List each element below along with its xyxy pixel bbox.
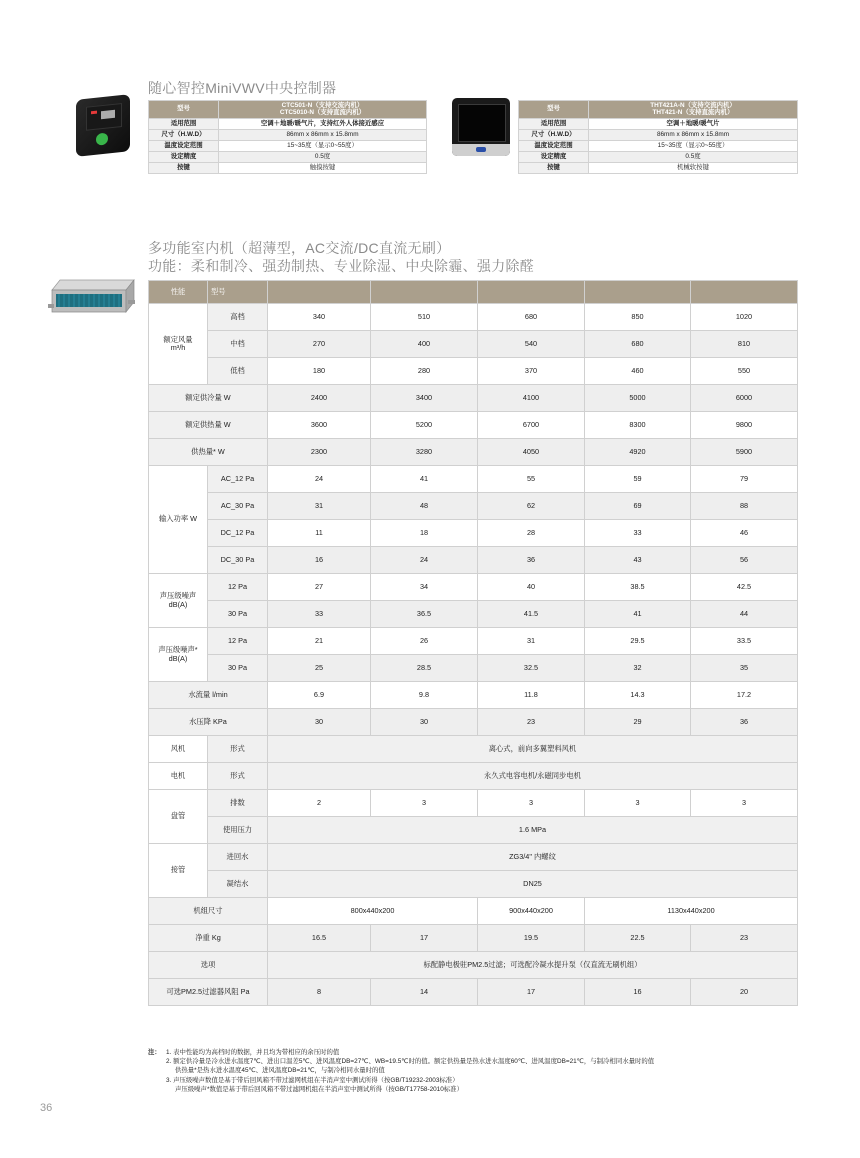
value-cell: 340: [268, 304, 371, 331]
value-cell: 23: [478, 709, 585, 736]
table-row: [149, 628, 798, 655]
label-cell: 机组尺寸: [149, 898, 268, 925]
value-cell: 510: [371, 304, 478, 331]
value-cell: 1020: [691, 304, 798, 331]
value-cell: 11: [268, 520, 371, 547]
value-cell: 4050: [478, 439, 585, 466]
value-cell: 43: [585, 547, 691, 574]
value-cell: 59: [585, 466, 691, 493]
label-cell: DC_12 Pa: [208, 520, 268, 547]
table-row: [149, 493, 798, 520]
label-cell: DC_30 Pa: [208, 547, 268, 574]
table-row: 设定精度 0.5度: [519, 152, 798, 163]
table-header-row: [149, 281, 798, 304]
value-cell: 41: [371, 466, 478, 493]
value-cell: 30: [268, 709, 371, 736]
value-cell: 79: [691, 466, 798, 493]
value-cell: 180: [268, 358, 371, 385]
value-cell: 540: [478, 331, 585, 358]
value-cell: 3: [691, 790, 798, 817]
value-cell: 800x440x200: [268, 898, 478, 925]
touch-thermostat-image: [76, 94, 130, 157]
table-row: 按键 机械软按键: [519, 163, 798, 174]
value-cell: 5900: [691, 439, 798, 466]
value-cell: 19.5: [478, 925, 585, 952]
label-cell: DN25: [268, 871, 798, 898]
model-1: CTC501-N（支持交流内机）: [281, 101, 364, 109]
value-cell: 810: [691, 331, 798, 358]
value-cell: 88: [691, 493, 798, 520]
value-cell: 24: [268, 466, 371, 493]
value-cell: 33: [585, 520, 691, 547]
table-row: [149, 385, 798, 412]
label-cell: 使用压力: [208, 817, 268, 844]
value-cell: 41: [585, 601, 691, 628]
value-cell: 850: [585, 304, 691, 331]
value-cell: 4100: [478, 385, 585, 412]
controller-section-title: 随心智控MiniVWV中央控制器: [148, 80, 337, 96]
label-cell: 形式: [208, 763, 268, 790]
ctc501-spec-table: [148, 100, 427, 174]
header-model: [219, 101, 427, 119]
label-cell: 离心式，前向多翼塑料风机: [268, 736, 798, 763]
value-cell: 5000: [585, 385, 691, 412]
value-cell: 370: [478, 358, 585, 385]
air-volume-label: 额定风量 m³/h: [149, 304, 208, 385]
table-row: [149, 358, 798, 385]
table-header-row: [519, 101, 798, 119]
value-cell: 29.5: [585, 628, 691, 655]
label-cell: 中档: [208, 331, 268, 358]
value-cell: 28.5: [371, 655, 478, 682]
value-cell: 5200: [371, 412, 478, 439]
value-cell: 900x440x200: [478, 898, 585, 925]
value-cell: 680: [478, 304, 585, 331]
input-power-label: 输入功率 W: [149, 466, 208, 574]
value-cell: 42.5: [691, 574, 798, 601]
model-2: THT421-N（支持直流内机）: [652, 108, 734, 116]
value-cell: 16: [585, 979, 691, 1006]
table-row: [149, 520, 798, 547]
value-cell: 2400: [268, 385, 371, 412]
value-cell: 56: [691, 547, 798, 574]
table-row: [149, 898, 798, 925]
value-cell: 22.5: [585, 925, 691, 952]
value-cell: 62: [478, 493, 585, 520]
value-cell: 27: [268, 574, 371, 601]
table-row: 设定精度 0.5度: [149, 152, 427, 163]
value-cell: 32.5: [478, 655, 585, 682]
noise-label: 声压级噪声 dB(A): [149, 574, 208, 628]
value-cell: 16.5: [268, 925, 371, 952]
value-cell: 14: [371, 979, 478, 1006]
table-row: 适用范围 空调＋地暖/暖气片，支持红外人体接近感应: [149, 119, 427, 130]
label-cell: 水压降 KPa: [149, 709, 268, 736]
label-cell: 高档: [208, 304, 268, 331]
header-performance: 性能: [149, 281, 208, 304]
label-cell: 净重 Kg: [149, 925, 268, 952]
label-cell: 标配静电极驻PM2.5过滤；可选配冷凝水提升泵（仅直流无刷机组）: [268, 952, 798, 979]
model-1: THT421A-N（支持交流内机）: [650, 101, 736, 109]
table-row: [149, 304, 798, 331]
value-cell: 34: [371, 574, 478, 601]
label-cell: 排数: [208, 790, 268, 817]
label-cell: 额定供热量 W: [149, 412, 268, 439]
value-cell: 18: [371, 520, 478, 547]
table-row: [149, 736, 798, 763]
value-cell: 9800: [691, 412, 798, 439]
table-row: [149, 439, 798, 466]
value-cell: 69: [585, 493, 691, 520]
value-cell: 40: [478, 574, 585, 601]
label-cell: 风机: [149, 736, 208, 763]
page-number: 36: [40, 1102, 53, 1114]
label-cell: 水流量 l/min: [149, 682, 268, 709]
label-cell: 1.6 MPa: [268, 817, 798, 844]
value-cell: 41.5: [478, 601, 585, 628]
value-cell: 3400: [371, 385, 478, 412]
value-cell: 31: [268, 493, 371, 520]
table-row: [149, 331, 798, 358]
value-cell: 35: [691, 655, 798, 682]
tht421-spec-table: [518, 100, 798, 174]
header-label: 型号: [519, 101, 589, 119]
value-cell: 55: [478, 466, 585, 493]
value-cell: 21: [268, 628, 371, 655]
value-cell: 6000: [691, 385, 798, 412]
table-row: [149, 412, 798, 439]
table-row: 按键 触摸按键: [149, 163, 427, 174]
value-cell: 32: [585, 655, 691, 682]
value-cell: 28: [478, 520, 585, 547]
value-cell: 11.8: [478, 682, 585, 709]
indoor-unit-image: [46, 276, 138, 318]
label-cell: AC_12 Pa: [208, 466, 268, 493]
value-cell: 26: [371, 628, 478, 655]
header-model: [589, 101, 798, 119]
table-row: 尺寸（H.W.D） 86mm x 86mm x 15.8mm: [149, 130, 427, 141]
value-cell: 29: [585, 709, 691, 736]
value-cell: 6.9: [268, 682, 371, 709]
model-2: CTC5010-N（支持直流内机）: [279, 108, 366, 116]
table-row: [149, 574, 798, 601]
value-cell: 17: [371, 925, 478, 952]
table-row: [149, 682, 798, 709]
label-cell: 选项: [149, 952, 268, 979]
table-row: [149, 979, 798, 1006]
value-cell: 2: [268, 790, 371, 817]
value-cell: 680: [585, 331, 691, 358]
value-cell: 31: [478, 628, 585, 655]
value-cell: 17.2: [691, 682, 798, 709]
value-cell: 270: [268, 331, 371, 358]
table-row: [149, 601, 798, 628]
label-cell: 额定供冷量 W: [149, 385, 268, 412]
value-cell: 3600: [268, 412, 371, 439]
label-cell: 可选PM2.5过滤器风阻 Pa: [149, 979, 268, 1006]
value-cell: 14.3: [585, 682, 691, 709]
table-row: [149, 466, 798, 493]
value-cell: 3: [478, 790, 585, 817]
value-cell: 46: [691, 520, 798, 547]
value-cell: 36: [478, 547, 585, 574]
label-cell: 30 Pa: [208, 601, 268, 628]
label-cell: 电机: [149, 763, 208, 790]
table-header-row: [149, 101, 427, 119]
value-cell: 23: [691, 925, 798, 952]
table-row: [149, 790, 798, 817]
value-cell: 2300: [268, 439, 371, 466]
value-cell: 16: [268, 547, 371, 574]
value-cell: 17: [478, 979, 585, 1006]
table-row: [149, 844, 798, 871]
label-cell: 12 Pa: [208, 628, 268, 655]
table-row: 温度设定范围 15~35度（显示0~55度）: [149, 141, 427, 152]
label-cell: 永久式电容电机/永磁同步电机: [268, 763, 798, 790]
table-row: [149, 547, 798, 574]
label-cell: 供热量* W: [149, 439, 268, 466]
header-label: 型号: [149, 101, 219, 119]
label-cell: 12 Pa: [208, 574, 268, 601]
label-cell: 盘管: [149, 790, 208, 844]
label-cell: AC_30 Pa: [208, 493, 268, 520]
indoor-unit-title: 多功能室内机（超薄型，AC交流/DC直流无刷）: [148, 240, 451, 256]
label-cell: 进回水: [208, 844, 268, 871]
value-cell: 48: [371, 493, 478, 520]
label-cell: 凝结水: [208, 871, 268, 898]
label-cell: 低档: [208, 358, 268, 385]
value-cell: 3280: [371, 439, 478, 466]
value-cell: 550: [691, 358, 798, 385]
value-cell: 1130x440x200: [585, 898, 798, 925]
label-cell: 形式: [208, 736, 268, 763]
value-cell: 36.5: [371, 601, 478, 628]
value-cell: 33: [268, 601, 371, 628]
value-cell: 24: [371, 547, 478, 574]
value-cell: 20: [691, 979, 798, 1006]
table-row: 尺寸（H.W.D） 86mm x 86mm x 15.8mm: [519, 130, 798, 141]
value-cell: 8: [268, 979, 371, 1006]
value-cell: 400: [371, 331, 478, 358]
value-cell: 33.5: [691, 628, 798, 655]
table-row: [149, 952, 798, 979]
table-row: [149, 655, 798, 682]
table-row: 温度设定范围 15~35度（显示0~55度）: [519, 141, 798, 152]
value-cell: 280: [371, 358, 478, 385]
value-cell: 44: [691, 601, 798, 628]
value-cell: 8300: [585, 412, 691, 439]
label-cell: 30 Pa: [208, 655, 268, 682]
indoor-unit-functions: 功能：柔和制冷、强劲制热、专业除湿、中央除霾、强力除醛: [148, 258, 535, 274]
table-row: [149, 817, 798, 844]
button-thermostat-image: [452, 98, 510, 156]
indoor-unit-spec-table: [148, 280, 798, 1006]
value-cell: 36: [691, 709, 798, 736]
table-row: [149, 871, 798, 898]
value-cell: 30: [371, 709, 478, 736]
header-model: 型号: [208, 281, 268, 304]
noise-star-label: 声压级噪声* dB(A): [149, 628, 208, 682]
table-row: [149, 709, 798, 736]
table-row: [149, 763, 798, 790]
value-cell: 3: [371, 790, 478, 817]
value-cell: 9.8: [371, 682, 478, 709]
footnotes: 注： 1. 表中性能均为高档时的数据，并且均为带相应的余压时的值 2. 额定供冷量是冷水进水温度7℃、进出口温差5℃、进风温度DB=27℃、WB=19.5℃时的值。额定供热量是热水进水温度60℃、进风温度DB=21℃，与制冷相同水量时的值 供热量*是热水进水温度45℃、进风温度DB=21℃，与制冷相同水量时的值 3. 声压级噪声数值是基于带后回风箱不带过滤网机组在半消声室中测试所得（按GB/T19232-2003标准） 声压级噪声*数值是基于带后回风箱不带过滤网机组在半消声室中测试所得（按GB/T17758-2010标准）: [148, 1049, 655, 1093]
label-cell: 接管: [149, 844, 208, 898]
table-row: 适用范围 空调＋地暖/暖气片: [519, 119, 798, 130]
value-cell: 4920: [585, 439, 691, 466]
value-cell: 25: [268, 655, 371, 682]
value-cell: 38.5: [585, 574, 691, 601]
table-row: [149, 925, 798, 952]
value-cell: 460: [585, 358, 691, 385]
label-cell: ZG3/4" 内螺纹: [268, 844, 798, 871]
value-cell: 6700: [478, 412, 585, 439]
value-cell: 3: [585, 790, 691, 817]
